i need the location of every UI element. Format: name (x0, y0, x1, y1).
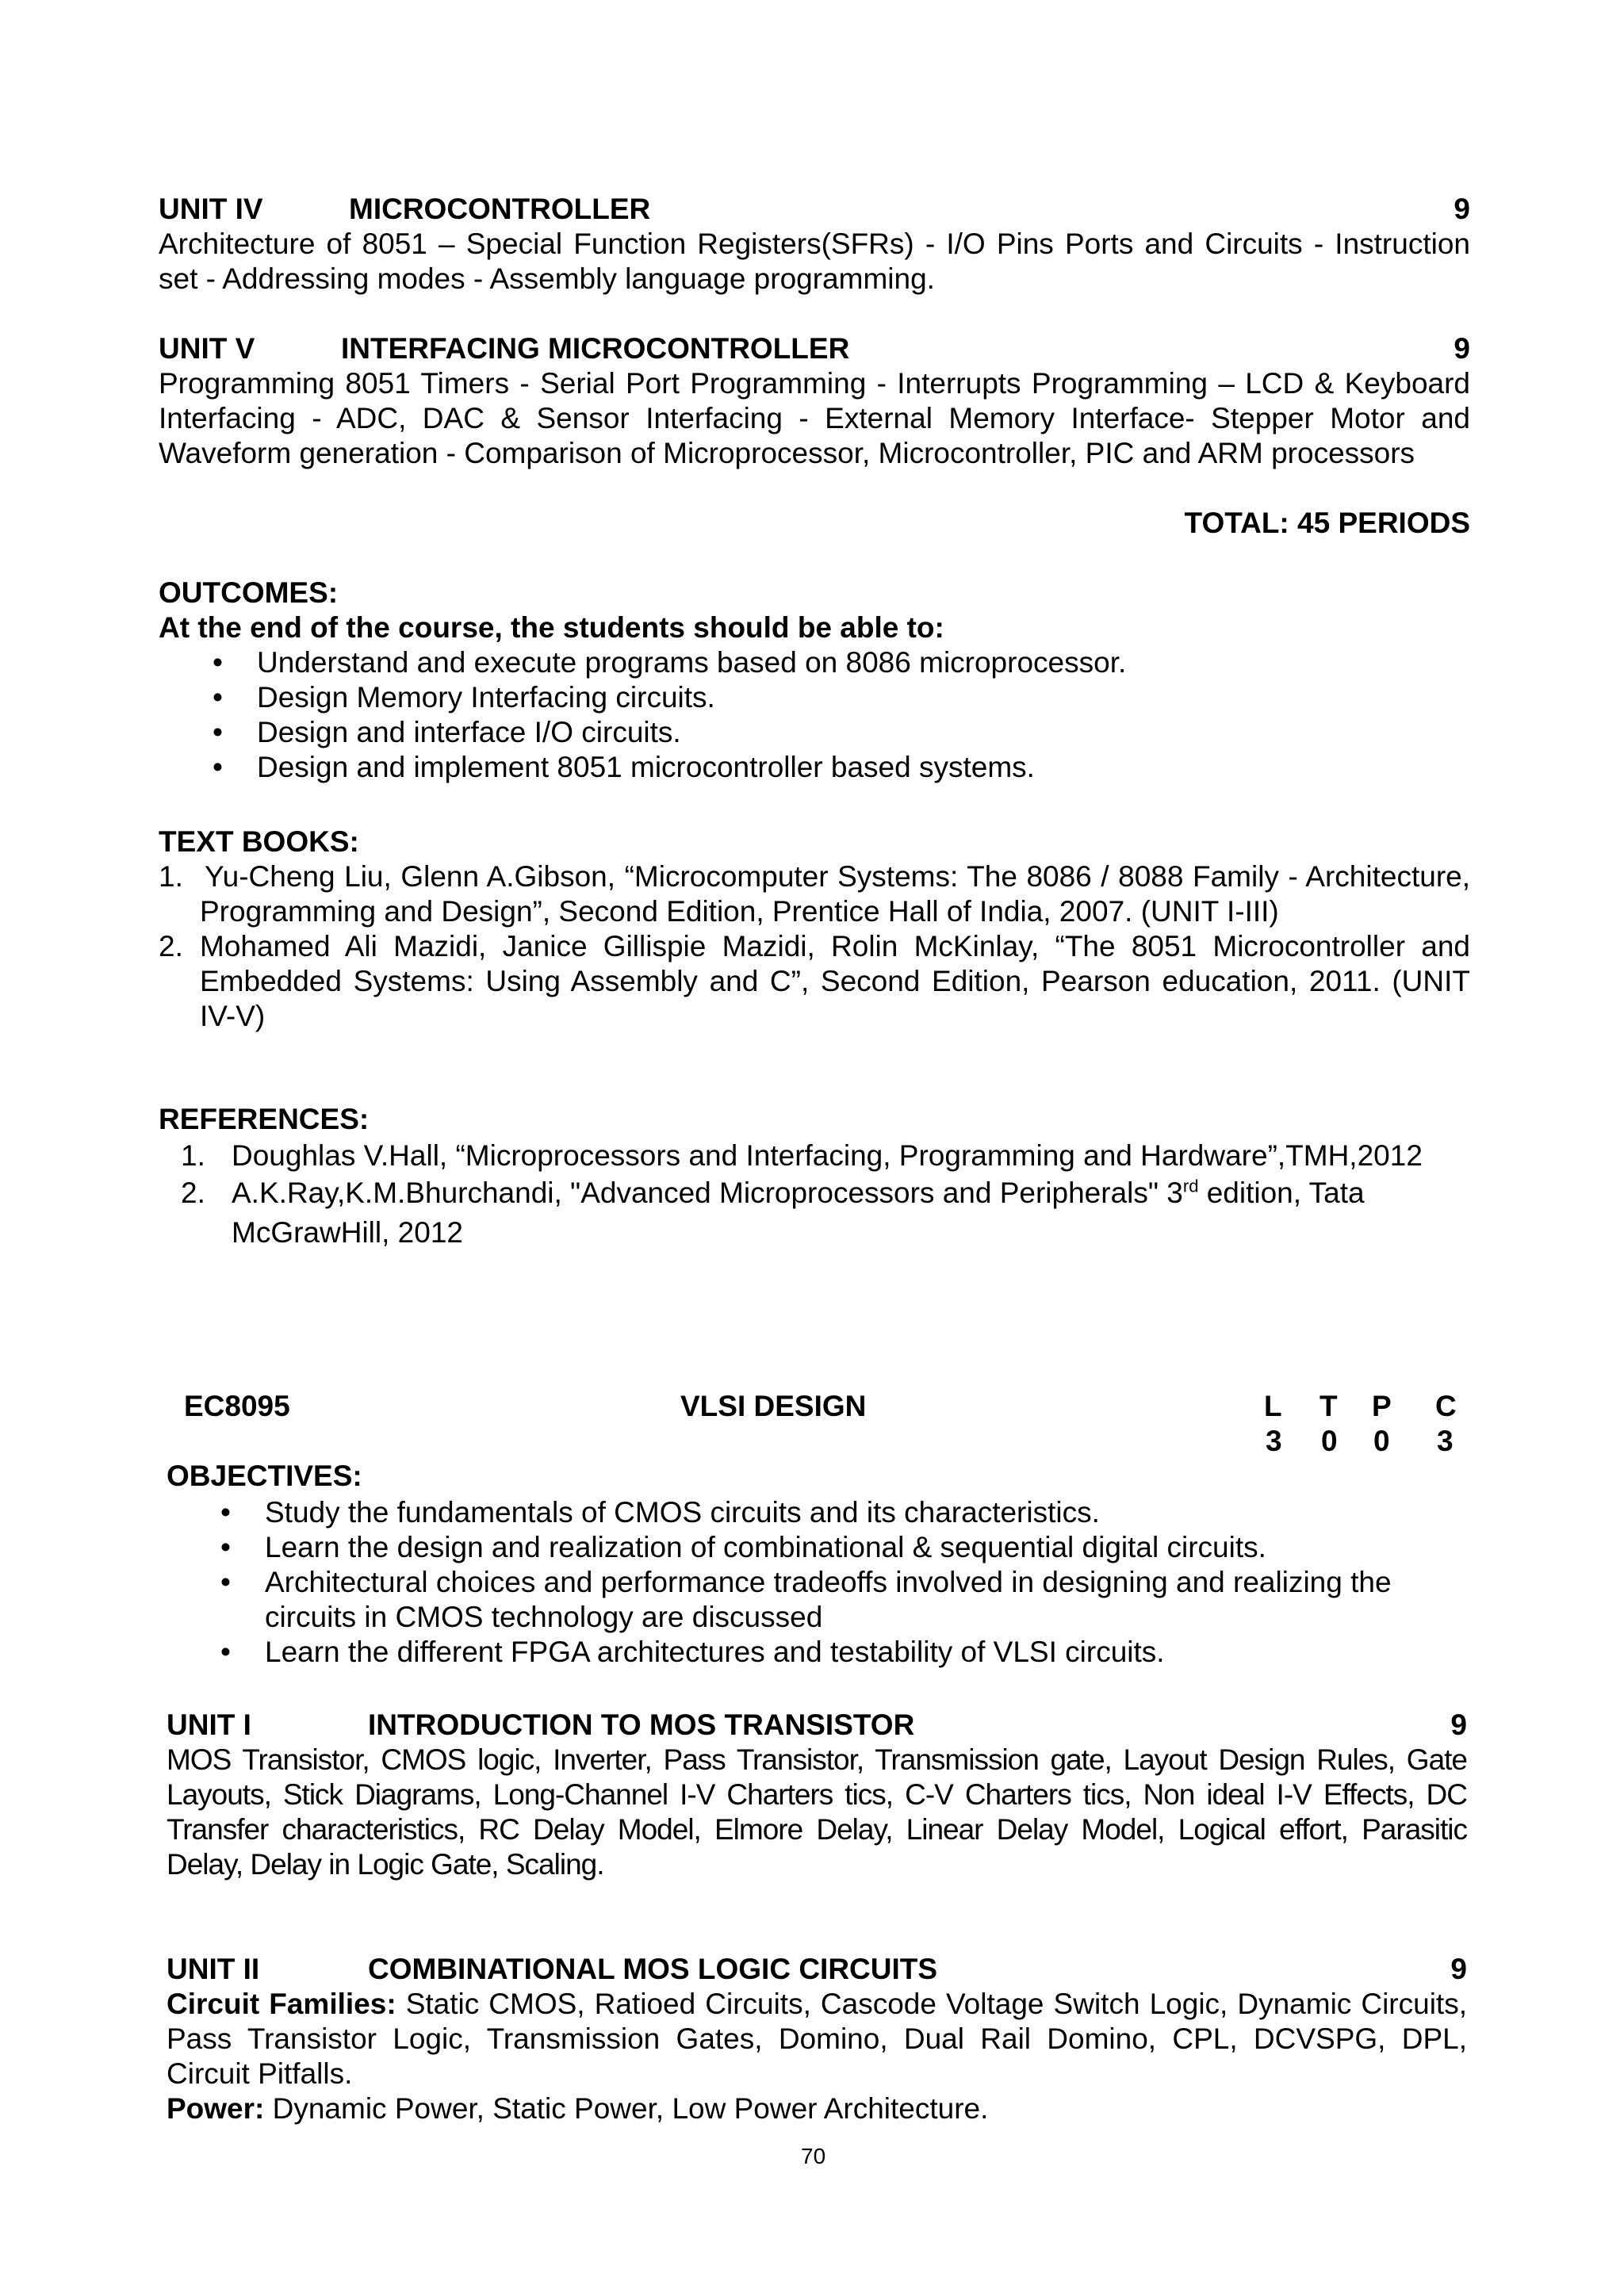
bullet-icon: • (220, 1496, 231, 1529)
ltpc-label-t: T (1320, 1390, 1338, 1422)
unit-v-heading (159, 331, 1470, 366)
bullet-icon: • (213, 646, 223, 679)
page-number: 70 (801, 2144, 826, 2168)
ltpc-value-c: 3 (1437, 1425, 1454, 1457)
unit-title: MICROCONTROLLER (349, 193, 651, 225)
bullet-icon: • (213, 716, 223, 748)
list-item: • Learn the different FPGA architectures and testability of VLSI circuits. (220, 1636, 1165, 1668)
course-header (184, 1389, 1461, 1459)
item-number: 2. (181, 1177, 205, 1209)
unit-i-heading (167, 1708, 1467, 1743)
outcomes-intro: At the end of the course, the students should be able to: (159, 611, 944, 644)
course-code: EC8095 (184, 1390, 290, 1422)
bullet-icon: • (220, 1636, 231, 1668)
bullet-icon: • (213, 751, 223, 783)
unit-v-body: Programming 8051 Timers - Serial Port Programming - Interrupts Programming – LCD & Keyboard Interfacing - ADC, DAC & Sensor Interfacing - External Memory Interface- Stepper Motor and Waveform generation - Comparison of Microprocessor, Microcontroller, PIC and ARM processors (159, 367, 1470, 469)
list-item: 1. Yu-Cheng Liu, Glenn A.Gibson, “Microcomputer Systems: The 8086 / 8088 Family - Architecture, Programming and Design”, Second Edition, Prentice Hall of India, 2007. (UNIT I-III) (159, 860, 1470, 928)
ltpc-label-c: C (1435, 1390, 1457, 1422)
ltpc-value-l: 3 (1266, 1425, 1282, 1457)
ltpc-label-l: L (1264, 1390, 1282, 1422)
para-lead: Circuit Families: (167, 1988, 396, 2020)
list-item: • Design and implement 8051 microcontroller based systems. (213, 751, 1035, 783)
unit-title: COMBINATIONAL MOS LOGIC CIRCUITS (368, 1953, 938, 1985)
bullet-icon: • (213, 681, 223, 714)
unit-hours: 9 (1454, 332, 1470, 365)
unit-ii-para-1: Circuit Families: Static CMOS, Ratioed Circuits, Cascode Voltage Switch Logic, Dynamic Circuits, Pass Transistor Logic, Transmission Gates, Domino, Dual Rail Domino, CPL, DCVSPG, DPL, Circuit Pitfalls. (167, 1988, 1467, 2090)
unit-hours: 9 (1450, 1709, 1467, 1741)
unit-label: UNIT II (167, 1953, 260, 1985)
bullet-icon: • (220, 1566, 231, 1598)
total-periods: TOTAL: 45 PERIODS (1184, 507, 1470, 539)
item-number: 1. (159, 860, 183, 893)
unit-label: UNIT IV (159, 193, 263, 225)
unit-label: UNIT I (167, 1709, 251, 1741)
list-item: • Architectural choices and performance tradeoffs involved in designing and realizing the circuits in CMOS technology are discussed (220, 1566, 1392, 1633)
list-item: 2. Mohamed Ali Mazidi, Janice Gillispie Mazidi, Rolin McKinlay, “The 8051 Microcontroller and Embedded Systems: Using Assembly and C”, Second Edition, Pearson education, 2011. (UNIT IV-V) (159, 930, 1470, 1032)
outcomes-list (159, 645, 1470, 785)
list-item: • Design Memory Interfacing circuits. (213, 681, 715, 714)
unit-hours: 9 (1454, 193, 1470, 225)
unit-title: INTRODUCTION TO MOS TRANSISTOR (368, 1709, 915, 1741)
list-item: • Learn the design and realization of combinational & sequential digital circuits. (220, 1531, 1266, 1563)
unit-iv-body: Architecture of 8051 – Special Function Registers(SFRs) - I/O Pins Ports and Circuits - Instruction set - Addressing modes - Assembly language programming. (159, 228, 1470, 295)
list-item: 1. Doughlas V.Hall, “Microprocessors and Interfacing, Programming and Hardware”,TMH,2012 (181, 1139, 1423, 1172)
references-heading: REFERENCES: (159, 1103, 370, 1135)
objectives-heading: OBJECTIVES: (167, 1460, 362, 1492)
para-lead: Power: (167, 2092, 265, 2125)
unit-iv-heading (159, 192, 1470, 227)
textbooks-list (159, 859, 1470, 1034)
unit-label: UNIT V (159, 332, 255, 365)
ltpc-value-p: 0 (1373, 1425, 1390, 1457)
unit-i-body: MOS Transistor, CMOS logic, Inverter, Pass Transistor, Transmission gate, Layout Design Rules, Gate Layouts, Stick Diagrams, Long-Channel I-V Charters tics, C-V Charters tics, Non ideal I-V Effects, DC Transfer characteristics, RC Delay Model, Elmore Delay, Linear Delay Model, Logical effort, Parasitic Delay, Delay in Logic Gate, Scaling. (167, 1743, 1467, 1881)
unit-hours: 9 (1450, 1953, 1467, 1985)
item-number: 1. (181, 1139, 205, 1172)
unit-ii-heading (167, 1952, 1467, 1987)
references-list (159, 1138, 1470, 1253)
list-item: • Design and interface I/O circuits. (213, 716, 681, 748)
ltpc-label-p: P (1372, 1390, 1392, 1422)
ltpc-value-t: 0 (1321, 1425, 1338, 1457)
outcomes-heading: OUTCOMES: (159, 576, 339, 609)
item-number: 2. (159, 930, 183, 962)
course-title: VLSI DESIGN (680, 1390, 867, 1422)
unit-title: INTERFACING MICROCONTROLLER (341, 332, 850, 365)
list-item: 2. A.K.Ray,K.M.Bhurchandi, "Advanced Microprocessors and Peripherals" 3rd edition, Tata McGrawHill, 2012 (159, 1173, 1470, 1253)
bullet-icon: • (220, 1531, 231, 1563)
objectives-list (167, 1495, 1470, 1670)
unit-ii-para-2: Power: Dynamic Power, Static Power, Low Power Architecture. (167, 2092, 989, 2125)
list-item: • Study the fundamentals of CMOS circuits and its characteristics. (220, 1496, 1100, 1529)
list-item: • Understand and execute programs based on 8086 microprocessor. (213, 646, 1127, 679)
textbooks-heading: TEXT BOOKS: (159, 825, 359, 858)
